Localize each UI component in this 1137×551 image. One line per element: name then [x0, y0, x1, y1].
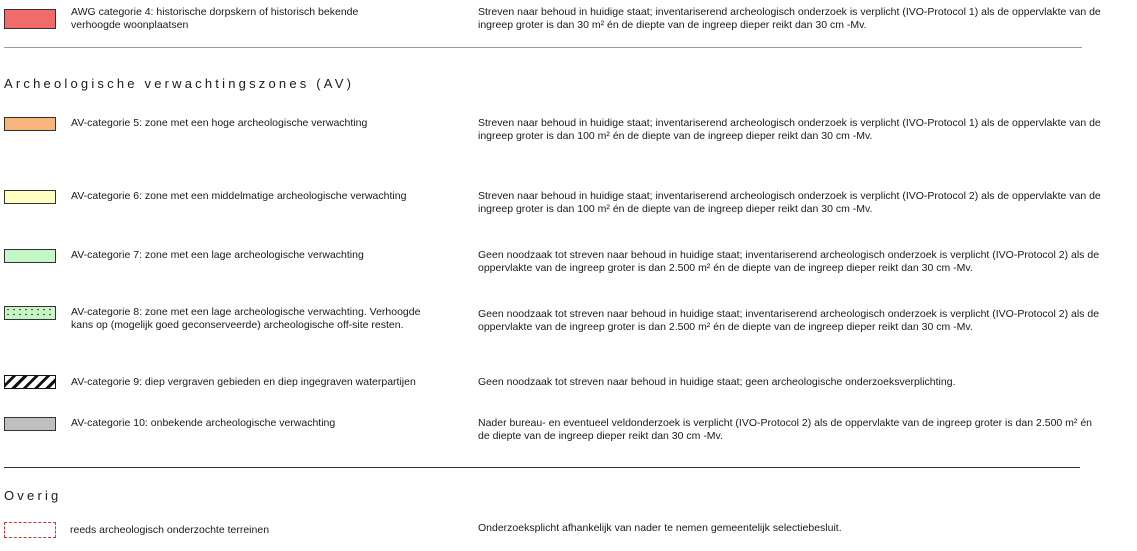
av9-swatch [4, 375, 56, 389]
overig-desc: Onderzoeksplicht afhankelijk van nader te nemen gemeentelijk selectiebesluit. [478, 522, 842, 534]
av5-label: AV-categorie 5: zone met een hoge archeologische verwachting [71, 117, 368, 129]
divider-top [4, 47, 1082, 48]
av5-desc: Streven naar behoud in huidige staat; inventariserend archeologisch onderzoek is verplicht (IVO-Protocol 1) als de oppervlakte van de ingreep groter is dan 100 m² én de diepte van de ingreep dieper reikt dan 30 cm -Mv. [478, 117, 1101, 142]
av6-swatch [4, 190, 56, 204]
av8-label: AV-categorie 8: zone met een lage archeologische verwachting. Verhoogde kans op (mogelijk goed geconserveerde) archeologische off-site resten. [71, 306, 421, 331]
av7-swatch [4, 249, 56, 263]
av9-label: AV-categorie 9: diep vergraven gebieden en diep ingegraven waterpartijen [71, 376, 416, 388]
av7-desc: Geen noodzaak tot streven naar behoud in huidige staat; inventariserend archeologisch onderzoek is verplicht (IVO-Protocol 2) als de oppervlakte van de ingreep groter is dan 2.500 m² én de diepte van de ingreep dieper reikt dan 30 cm -Mv. [478, 249, 1100, 274]
av8-desc: Geen noodzaak tot streven naar behoud in huidige staat; inventariserend archeologisch onderzoek is verplicht (IVO-Protocol 2) als de oppervlakte van de ingreep groter is dan 2.500 m² én de diepte van de ingreep dieper reikt dan 30 cm -Mv. [478, 308, 1100, 333]
overig-swatch [4, 522, 56, 538]
divider-bottom [4, 467, 1080, 468]
av-section-heading: Archeologische verwachtingszones (AV) [4, 76, 355, 91]
av6-label: AV-categorie 6: zone met een middelmatige archeologische verwachting [71, 190, 407, 202]
av10-desc: Nader bureau- en eventueel veldonderzoek is verplicht (IVO-Protocol 2) als de oppervlakte van de ingreep groter is dan 2.500 m² én de diepte van de ingreep dieper reikt dan 30 cm -Mv. [478, 417, 1093, 442]
av10-swatch [4, 417, 56, 431]
av9-desc: Geen noodzaak tot streven naar behoud in huidige staat; geen archeologische onderzoeksverplichting. [478, 376, 956, 388]
awg4-desc: Streven naar behoud in huidige staat; inventariserend archeologisch onderzoek is verplicht (IVO-Protocol 1) als de oppervlakte van de ingreep groter is dan 30 m² én de diepte van de ingreep dieper reikt dan 30 cm -Mv. [478, 6, 1101, 31]
awg4-swatch [4, 9, 56, 29]
av10-label: AV-categorie 10: onbekende archeologische verwachting [71, 417, 336, 429]
av7-label: AV-categorie 7: zone met een lage archeologische verwachting [71, 249, 364, 261]
awg4-label: AWG categorie 4: historische dorpskern of historisch bekende verhoogde woonplaatsen [71, 6, 359, 31]
overig-label: reeds archeologisch onderzochte terreinen [70, 524, 270, 536]
overig-section-heading: Overig [4, 488, 62, 503]
av8-swatch [4, 306, 56, 320]
av5-swatch [4, 117, 56, 131]
av6-desc: Streven naar behoud in huidige staat; inventariserend archeologisch onderzoek is verplicht (IVO-Protocol 2) als de oppervlakte van de ingreep groter is dan 100 m² én de diepte van de ingreep dieper reikt dan 30 cm -Mv. [478, 190, 1101, 215]
